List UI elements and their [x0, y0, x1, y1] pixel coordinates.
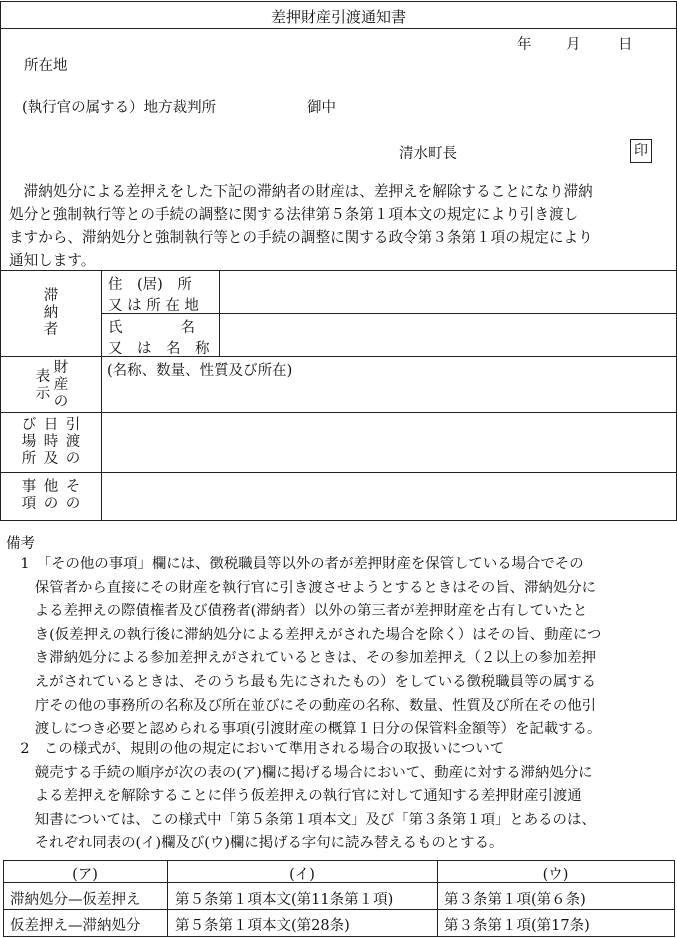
table-row-divider [3, 909, 675, 910]
body-line: 処分と強制執行等との手続の調整に関する法律第５条第１項本文の規定により引き渡し [9, 206, 579, 223]
name-label-line2: 又 は 名 称 [108, 341, 210, 357]
row-divider-3 [0, 472, 677, 473]
table-cell: 第３条第１項(第17条) [444, 918, 590, 934]
table-header-a: (ア) [72, 867, 98, 883]
body-line: 滞納処分による差押えをした下記の滞納者の財産は、差押えを解除することになり滞納 [9, 183, 593, 200]
note-line: き滞納処分による参加差押えがされているときは、その参加差押え（２以上の参加差押 [6, 650, 597, 667]
property-label-col-left: 表 示 [35, 369, 51, 402]
handover-label-col-1: 引 渡 の [65, 417, 81, 467]
note-line: よる差押えの際債権者及び債務者(滞納者）以外の第三者が差押財産を占有していたと [6, 603, 588, 620]
note-line: 保管者から直接にその財産を執行官に引き渡させようとするときはその旨、滞納処分に [6, 579, 597, 596]
addressee: (執行官の属する）地方裁判所 [22, 100, 217, 116]
note-line: 庁その他の事務所の名称及び所在並びにその動産の名称、数量、性質及び所在その他引 [6, 697, 597, 714]
location-label: 所在地 [24, 58, 68, 74]
body-line: 通知します。 [9, 252, 96, 269]
table-bottom-border [3, 936, 675, 937]
property-hint: (名称、数量、性質及び所在) [107, 363, 293, 379]
form-bottom-border [0, 520, 677, 521]
note-item-2 [6, 738, 596, 856]
body-line: ますから、滞納処分と強制執行等との手続の調整に関する政令第３条第１項の規定により [9, 229, 593, 246]
other-label-col-3: 事 項 [21, 479, 37, 512]
table-header-c: (ウ) [542, 867, 569, 883]
body-paragraph [9, 180, 593, 272]
note-line: 1 「その他の事項」欄には、徴税職員等以外の者が差押財産を保管している場合でその [6, 556, 584, 572]
note-line: 渡しにつき必要と認められる事項(引渡財産の概算１日分の保管料金額等）を記載する。 [6, 721, 602, 738]
note-line: よる差押えを解除することに伴う仮差押えの執行官に対して通知する差押財産引渡通 [6, 788, 582, 805]
other-label-col-2: 他 の [43, 479, 59, 512]
address-label-line1: 住 (居) 所 [108, 277, 192, 293]
row-divider-2 [0, 412, 677, 413]
note-line: 競売する手続の順序が次の表の(ア)欄に掲げる場合において、動産に対する滞納処分に [6, 764, 593, 781]
row-divider-1 [0, 356, 677, 357]
note-line: き(仮差押えの執行後に滞納処分による差押えがされた場合を除く）はその旨、動産につ [6, 626, 602, 643]
form-title: 差押財産引渡通知書 [270, 8, 406, 26]
honorific: 御中 [307, 100, 336, 116]
table-cell: 仮差押え—滞納処分 [10, 918, 141, 934]
note-item-1 [6, 553, 601, 742]
label-column-divider [101, 270, 102, 520]
title-divider [0, 28, 677, 29]
note-line: 知書については、この様式中「第５条第１項本文」及び「第３条第１項」とあるのは、 [6, 811, 596, 828]
note-line: 2 この様式が、規則の他の規定において準用される場合の取扱いについて [6, 741, 505, 757]
taxpayer-label: 滞 納 者 [43, 288, 59, 338]
date-month: 月 [566, 37, 581, 53]
table-cell: 第３条第１項(第６条) [444, 892, 586, 908]
handover-label-col-3: び 場 所 [21, 417, 37, 467]
property-label-col-right: 財 産 の [53, 360, 69, 410]
table-top-border [3, 860, 675, 861]
table-cell: 滞納処分—仮差押え [10, 892, 141, 908]
seal-mark: 印 [630, 139, 652, 163]
date-day: 日 [618, 37, 633, 53]
note-line: えがされているときは、そのうち最も先にされたもの）をしている徴税職員等の属する [6, 673, 597, 690]
form-top-border [0, 1, 677, 2]
address-label-line2: 又 は 所 在 地 [108, 298, 199, 314]
table-cell: 第５条第１項本文(第11条第１項) [175, 892, 394, 908]
notes-heading: 備考 [6, 536, 35, 552]
form-left-border [0, 1, 1, 521]
handover-label-col-2: 日 時 及 [43, 417, 59, 467]
date-year: 年 [517, 37, 532, 53]
table-header-b: (イ) [289, 867, 315, 883]
other-label-col-1: そ の [65, 479, 81, 512]
table-right-border [674, 860, 675, 937]
table-cell: 第５条第１項本文(第28条) [175, 918, 350, 934]
note-line: それぞれ同表の(イ)欄及び(ウ)欄に掲げる字句に読み替えるものとする。 [6, 835, 504, 852]
sender-name: 清水町長 [399, 146, 457, 162]
name-label-line1: 氏 名 [108, 320, 195, 336]
